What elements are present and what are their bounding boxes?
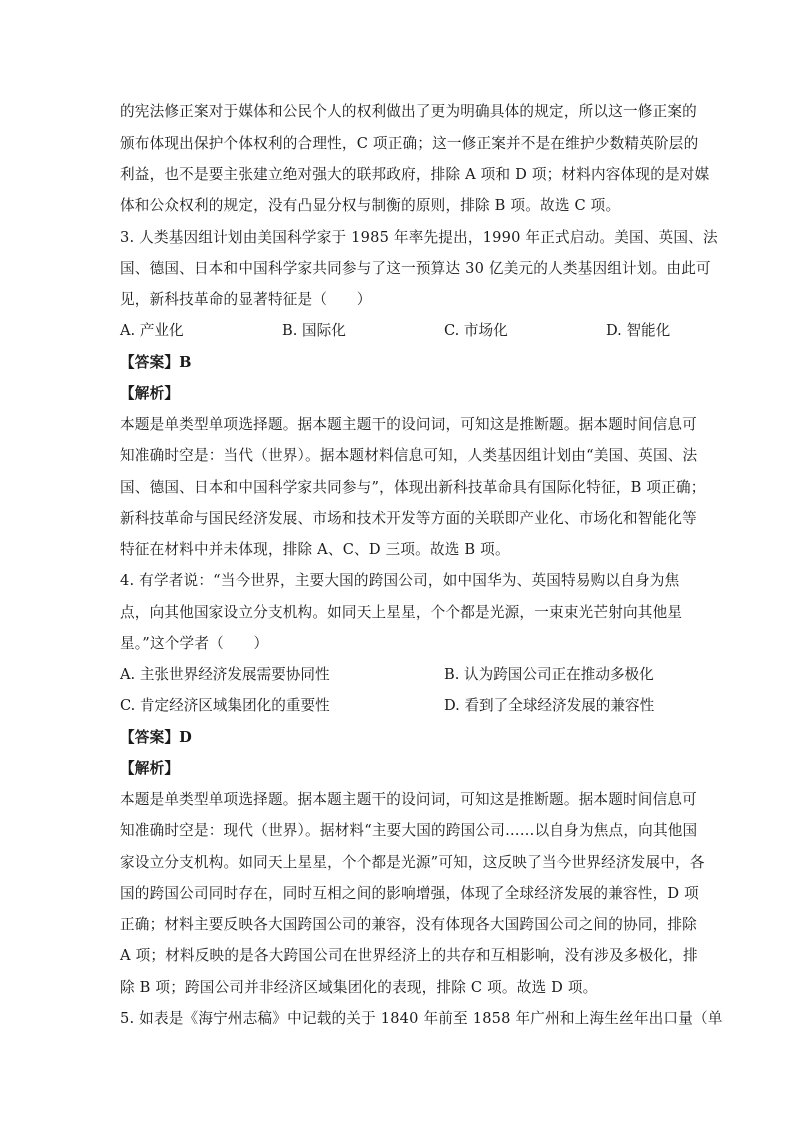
q4-analysis-line: 国的跨国公司同时存在，同时互相之间的影响增强，体现了全球经济发展的兼容性，D 项 xyxy=(120,885,699,902)
question-5-stem: 5. 如表是《海宁州志稿》中记载的关于 1840 年前至 1858 年广州和上海生丝年出口量（单 xyxy=(120,1010,723,1027)
q3-analysis-label: 【解析】 xyxy=(120,385,180,402)
q4-option-c: C. 肯定经济区域集团化的重要性 xyxy=(120,697,330,714)
q3-option-a: A. 产业化 xyxy=(120,322,184,339)
q4-analysis-line: 正确；材料主要反映各大国跨国公司的兼容，没有体现各大国跨国公司之间的协同，排除 xyxy=(120,916,697,933)
q3-analysis-line: 本题是单类型单项选择题。据本题主题干的设问词，可知这是推断题。据本题时间信息可 xyxy=(120,416,697,433)
q4-option-d: D. 看到了全球经济发展的兼容性 xyxy=(444,697,655,714)
q3-option-c: C. 市场化 xyxy=(444,322,508,339)
question-4-stem: 4. 有学者说：“当今世界，主要大国的跨国公司，如中国华为、英国特易购以自身为焦 xyxy=(120,572,680,589)
text-line: 利益，也不是要主张建立绝对强大的联邦政府，排除 A 项和 D 项；材料内容体现的是对媒 xyxy=(120,166,710,183)
q4-option-b: B. 认为跨国公司正在推动多极化 xyxy=(444,666,654,683)
q3-analysis-line: 知准确时空是：当代（世界）。据本题材料信息可知，人类基因组计划由“美国、英国、法 xyxy=(120,447,698,464)
q4-analysis-line: 本题是单类型单项选择题。据本题主题干的设问词，可知这是推断题。据本题时间信息可 xyxy=(120,791,697,808)
q3-analysis-line: 特征在材料中并未体现，排除 A、C、D 三项。故选 B 项。 xyxy=(120,541,510,558)
question-3-stem: 见，新科技革命的显著特征是（ ） xyxy=(120,291,372,308)
question-3-stem: 3. 人类基因组计划由美国科学家于 1985 年率先提出，1990 年正式启动。美国、英国、法 xyxy=(120,229,718,246)
q3-answer: 【答案】B xyxy=(120,354,192,371)
text-line: 颁布体现出保护个体权利的合理性，C 项正确；这一修正案并不是在维护少数精英阶层的 xyxy=(120,135,699,152)
text-line: 的宪法修正案对于媒体和公民个人的权利做出了更为明确具体的规定，所以这一修正案的 xyxy=(120,103,697,120)
question-4-stem: 星。”这个学者（ ） xyxy=(120,635,269,652)
q3-analysis-line: 国、德国、日本和中国科学家共同参与”，体现出新科技革命具有国际化特征，B 项正确； xyxy=(120,479,706,496)
question-3-stem: 国、德国、日本和中国科学家共同参与了这一预算达 30 亿美元的人类基因组计划。由此可 xyxy=(120,260,711,277)
q4-analysis-line: 除 B 项；跨国公司并非经济区域集团化的表现，排除 C 项。故选 D 项。 xyxy=(120,979,598,996)
text-line: 体和公众权利的规定，没有凸显分权与制衡的原则，排除 B 项。故选 C 项。 xyxy=(120,197,621,214)
q4-analysis-line: A 项；材料反映的是各大跨国公司在世界经济上的共存和互相影响，没有涉及多极化，排 xyxy=(120,947,698,964)
question-4-stem: 点，向其他国家设立分支机构。如同天上星星，个个都是光源，一束束光芒射向其他星 xyxy=(120,604,683,621)
q4-answer: 【答案】D xyxy=(120,729,193,746)
q3-analysis-line: 新科技革命与国民经济发展、市场和技术开发等方面的关联即产业化、市场化和智能化等 xyxy=(120,510,697,527)
q4-option-a: A. 主张世界经济发展需要协同性 xyxy=(120,666,330,683)
q3-option-b: B. 国际化 xyxy=(282,322,346,339)
q4-analysis-line: 家设立分支机构。如同天上星星，个个都是光源”可知，这反映了当今世界经济发展中，各 xyxy=(120,854,705,871)
q3-option-d: D. 智能化 xyxy=(606,322,671,339)
q4-analysis-line: 知准确时空是：现代（世界）。据材料“主要大国的跨国公司……以自身为焦点，向其他国 xyxy=(120,822,698,839)
q4-analysis-label: 【解析】 xyxy=(120,760,180,777)
